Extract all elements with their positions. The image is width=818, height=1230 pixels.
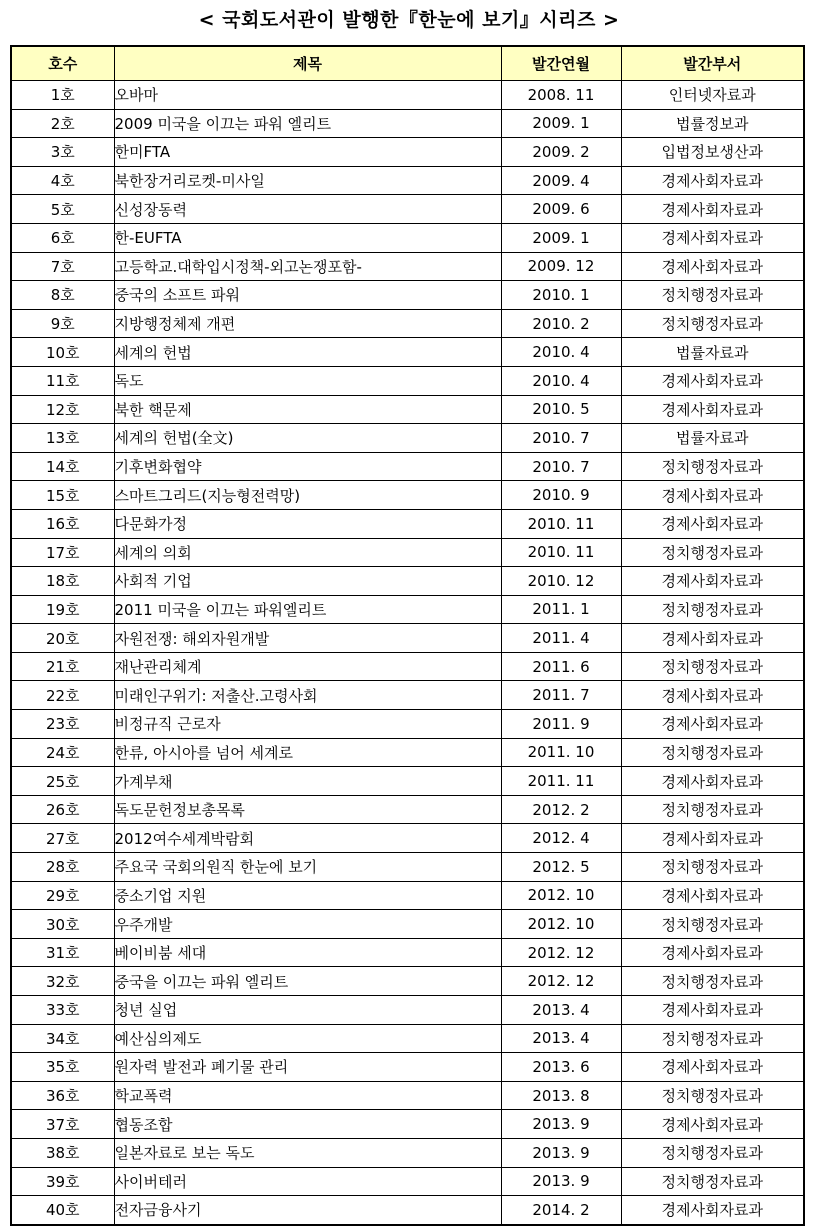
department-cell: 경제사회자료과 [621, 938, 804, 967]
department-cell: 경제사회자료과 [621, 767, 804, 796]
table-row [11, 738, 804, 767]
table-body [11, 81, 804, 1225]
department-cell: 경제사회자료과 [621, 223, 804, 252]
series-table [10, 45, 805, 1226]
issue-number-cell: 34호 [11, 1024, 114, 1053]
department-cell: 경제사회자료과 [621, 567, 804, 596]
table-row [11, 109, 804, 138]
publication-date-cell: 2010. 11 [501, 509, 621, 538]
department-cell: 정치행정자료과 [621, 853, 804, 882]
table-header-row [11, 46, 804, 81]
publication-date-cell: 2010. 4 [501, 366, 621, 395]
publication-date-cell: 2010. 1 [501, 281, 621, 310]
table-row [11, 795, 804, 824]
issue-number-cell: 31호 [11, 938, 114, 967]
issue-number-cell: 40호 [11, 1196, 114, 1225]
publication-date-cell: 2008. 11 [501, 81, 621, 110]
issue-number-cell: 26호 [11, 795, 114, 824]
publication-date-cell: 2012. 10 [501, 881, 621, 910]
issue-number-cell: 17호 [11, 538, 114, 567]
publication-date-cell: 2010. 11 [501, 538, 621, 567]
issue-number-cell: 15호 [11, 481, 114, 510]
issue-number-cell: 27호 [11, 824, 114, 853]
title-cell: 재난관리체계 [114, 652, 501, 681]
publication-date-cell: 2014. 2 [501, 1196, 621, 1225]
title-cell: 2009 미국을 이끄는 파워 엘리트 [114, 109, 501, 138]
table-row [11, 81, 804, 110]
department-cell: 정치행정자료과 [621, 595, 804, 624]
title-cell: 일본자료로 보는 독도 [114, 1138, 501, 1167]
table-row [11, 223, 804, 252]
issue-number-cell: 16호 [11, 509, 114, 538]
publication-date-cell: 2011. 7 [501, 681, 621, 710]
issue-number-cell: 12호 [11, 395, 114, 424]
department-cell: 경제사회자료과 [621, 1110, 804, 1139]
page-title: < 국회도서관이 발행한『한눈에 보기』시리즈 > [198, 9, 620, 31]
title-cell: 북한장거리로켓-미사일 [114, 166, 501, 195]
issue-number-cell: 25호 [11, 767, 114, 796]
publication-date-cell: 2013. 9 [501, 1138, 621, 1167]
publication-date-cell: 2009. 4 [501, 166, 621, 195]
table-row [11, 195, 804, 224]
issue-number-cell: 11호 [11, 366, 114, 395]
department-cell: 경제사회자료과 [621, 881, 804, 910]
table-row [11, 1196, 804, 1225]
title-cell: 자원전쟁: 해외자원개발 [114, 624, 501, 653]
issue-number-cell: 6호 [11, 223, 114, 252]
table-row [11, 1167, 804, 1196]
title-cell: 독도 [114, 366, 501, 395]
publication-date-cell: 2011. 11 [501, 767, 621, 796]
title-cell: 기후변화협약 [114, 452, 501, 481]
table-row [11, 338, 804, 367]
department-cell: 정치행정자료과 [621, 1024, 804, 1053]
table-row [11, 366, 804, 395]
title-cell: 청년 실업 [114, 996, 501, 1025]
department-cell: 인터넷자료과 [621, 81, 804, 110]
publication-date-cell: 2010. 4 [501, 338, 621, 367]
department-cell: 정치행정자료과 [621, 281, 804, 310]
title-cell: 스마트그리드(지능형전력망) [114, 481, 501, 510]
publication-date-cell: 2013. 4 [501, 996, 621, 1025]
header-department: 발간부서 [621, 46, 804, 81]
title-cell: 세계의 헌법(全文) [114, 424, 501, 453]
table-row [11, 996, 804, 1025]
department-cell: 정치행정자료과 [621, 309, 804, 338]
issue-number-cell: 10호 [11, 338, 114, 367]
issue-number-cell: 28호 [11, 853, 114, 882]
header-publication-date: 발간연월 [501, 46, 621, 81]
header-issue-number: 호수 [11, 46, 114, 81]
table-row [11, 595, 804, 624]
publication-date-cell: 2013. 8 [501, 1081, 621, 1110]
title-cell: 사회적 기업 [114, 567, 501, 596]
title-cell: 다문화가정 [114, 509, 501, 538]
table-row [11, 1110, 804, 1139]
department-cell: 경제사회자료과 [621, 996, 804, 1025]
issue-number-cell: 32호 [11, 967, 114, 996]
issue-number-cell: 36호 [11, 1081, 114, 1110]
table-row [11, 1138, 804, 1167]
department-cell: 정치행정자료과 [621, 452, 804, 481]
table-row [11, 567, 804, 596]
table-row [11, 624, 804, 653]
title-cell: 우주개발 [114, 910, 501, 939]
issue-number-cell: 13호 [11, 424, 114, 453]
title-cell: 2012여수세계박람회 [114, 824, 501, 853]
department-cell: 경제사회자료과 [621, 395, 804, 424]
publication-date-cell: 2012. 2 [501, 795, 621, 824]
publication-date-cell: 2011. 4 [501, 624, 621, 653]
title-cell: 예산심의제도 [114, 1024, 501, 1053]
publication-date-cell: 2012. 5 [501, 853, 621, 882]
issue-number-cell: 24호 [11, 738, 114, 767]
table-row [11, 452, 804, 481]
department-cell: 경제사회자료과 [621, 166, 804, 195]
department-cell: 정치행정자료과 [621, 652, 804, 681]
department-cell: 경제사회자료과 [621, 1196, 804, 1225]
department-cell: 정치행정자료과 [621, 1081, 804, 1110]
department-cell: 경제사회자료과 [621, 252, 804, 281]
title-cell: 한미FTA [114, 138, 501, 167]
table-row [11, 881, 804, 910]
table-row [11, 652, 804, 681]
issue-number-cell: 4호 [11, 166, 114, 195]
publication-date-cell: 2011. 10 [501, 738, 621, 767]
department-cell: 경제사회자료과 [621, 195, 804, 224]
table-row [11, 1081, 804, 1110]
title-cell: 한-EUFTA [114, 223, 501, 252]
table-row [11, 1053, 804, 1082]
publication-date-cell: 2009. 6 [501, 195, 621, 224]
department-cell: 정치행정자료과 [621, 1167, 804, 1196]
issue-number-cell: 19호 [11, 595, 114, 624]
publication-date-cell: 2013. 9 [501, 1167, 621, 1196]
issue-number-cell: 37호 [11, 1110, 114, 1139]
department-cell: 입법정보생산과 [621, 138, 804, 167]
issue-number-cell: 18호 [11, 567, 114, 596]
publication-date-cell: 2010. 5 [501, 395, 621, 424]
department-cell: 경제사회자료과 [621, 509, 804, 538]
issue-number-cell: 2호 [11, 109, 114, 138]
title-cell: 중국의 소프트 파워 [114, 281, 501, 310]
department-cell: 법률자료과 [621, 338, 804, 367]
publication-date-cell: 2009. 12 [501, 252, 621, 281]
title-cell: 한류, 아시아를 넘어 세계로 [114, 738, 501, 767]
title-cell: 중소기업 지원 [114, 881, 501, 910]
table-row [11, 824, 804, 853]
table-row [11, 309, 804, 338]
issue-number-cell: 30호 [11, 910, 114, 939]
issue-number-cell: 38호 [11, 1138, 114, 1167]
issue-number-cell: 22호 [11, 681, 114, 710]
title-cell: 전자금융사기 [114, 1196, 501, 1225]
department-cell: 경제사회자료과 [621, 624, 804, 653]
title-cell: 협동조합 [114, 1110, 501, 1139]
issue-number-cell: 3호 [11, 138, 114, 167]
issue-number-cell: 35호 [11, 1053, 114, 1082]
publication-date-cell: 2009. 1 [501, 109, 621, 138]
publication-date-cell: 2010. 9 [501, 481, 621, 510]
publication-date-cell: 2012. 12 [501, 967, 621, 996]
department-cell: 정치행정자료과 [621, 967, 804, 996]
table-row [11, 967, 804, 996]
title-cell: 세계의 헌법 [114, 338, 501, 367]
issue-number-cell: 33호 [11, 996, 114, 1025]
department-cell: 경제사회자료과 [621, 710, 804, 739]
title-cell: 중국을 이끄는 파워 엘리트 [114, 967, 501, 996]
table-row [11, 281, 804, 310]
publication-date-cell: 2010. 7 [501, 452, 621, 481]
table-row [11, 166, 804, 195]
publication-date-cell: 2012. 12 [501, 938, 621, 967]
publication-date-cell: 2009. 1 [501, 223, 621, 252]
publication-date-cell: 2011. 6 [501, 652, 621, 681]
title-cell: 북한 핵문제 [114, 395, 501, 424]
table-row [11, 395, 804, 424]
title-cell: 신성장동력 [114, 195, 501, 224]
issue-number-cell: 20호 [11, 624, 114, 653]
department-cell: 정치행정자료과 [621, 1138, 804, 1167]
title-cell: 학교폭력 [114, 1081, 501, 1110]
publication-date-cell: 2012. 4 [501, 824, 621, 853]
publication-date-cell: 2011. 9 [501, 710, 621, 739]
issue-number-cell: 5호 [11, 195, 114, 224]
title-cell: 비정규직 근로자 [114, 710, 501, 739]
publication-date-cell: 2010. 7 [501, 424, 621, 453]
publication-date-cell: 2010. 2 [501, 309, 621, 338]
department-cell: 경제사회자료과 [621, 366, 804, 395]
title-cell: 세계의 의회 [114, 538, 501, 567]
department-cell: 정치행정자료과 [621, 910, 804, 939]
department-cell: 정치행정자료과 [621, 538, 804, 567]
table-row [11, 710, 804, 739]
publication-date-cell: 2013. 6 [501, 1053, 621, 1082]
table-row [11, 681, 804, 710]
title-cell: 베이비붐 세대 [114, 938, 501, 967]
publication-date-cell: 2012. 10 [501, 910, 621, 939]
department-cell: 법률자료과 [621, 424, 804, 453]
table-row [11, 767, 804, 796]
title-cell: 미래인구위기: 저출산.고령사회 [114, 681, 501, 710]
department-cell: 경제사회자료과 [621, 681, 804, 710]
title-cell: 고등학교.대학입시정책-외고논쟁포함- [114, 252, 501, 281]
table-row [11, 252, 804, 281]
issue-number-cell: 21호 [11, 652, 114, 681]
department-cell: 경제사회자료과 [621, 824, 804, 853]
table-row [11, 853, 804, 882]
title-cell: 가계부채 [114, 767, 501, 796]
table-row [11, 538, 804, 567]
title-cell: 주요국 국회의원직 한눈에 보기 [114, 853, 501, 882]
publication-date-cell: 2013. 9 [501, 1110, 621, 1139]
publication-date-cell: 2013. 4 [501, 1024, 621, 1053]
title-cell: 오바마 [114, 81, 501, 110]
issue-number-cell: 29호 [11, 881, 114, 910]
issue-number-cell: 7호 [11, 252, 114, 281]
department-cell: 법률정보과 [621, 109, 804, 138]
table-row [11, 138, 804, 167]
table-row [11, 424, 804, 453]
issue-number-cell: 23호 [11, 710, 114, 739]
title-cell: 2011 미국을 이끄는 파워엘리트 [114, 595, 501, 624]
title-cell: 지방행정체제 개편 [114, 309, 501, 338]
publication-date-cell: 2010. 12 [501, 567, 621, 596]
header-title: 제목 [114, 46, 501, 81]
issue-number-cell: 1호 [11, 81, 114, 110]
title-cell: 사이버테러 [114, 1167, 501, 1196]
department-cell: 경제사회자료과 [621, 481, 804, 510]
department-cell: 정치행정자료과 [621, 795, 804, 824]
table-row [11, 481, 804, 510]
table-row [11, 1024, 804, 1053]
table-row [11, 509, 804, 538]
table-row [11, 910, 804, 939]
issue-number-cell: 14호 [11, 452, 114, 481]
issue-number-cell: 9호 [11, 309, 114, 338]
title-cell: 원자력 발전과 폐기물 관리 [114, 1053, 501, 1082]
publication-date-cell: 2009. 2 [501, 138, 621, 167]
issue-number-cell: 39호 [11, 1167, 114, 1196]
title-cell: 독도문헌정보총목록 [114, 795, 501, 824]
department-cell: 경제사회자료과 [621, 1053, 804, 1082]
issue-number-cell: 8호 [11, 281, 114, 310]
department-cell: 정치행정자료과 [621, 738, 804, 767]
publication-date-cell: 2011. 1 [501, 595, 621, 624]
table-row [11, 938, 804, 967]
